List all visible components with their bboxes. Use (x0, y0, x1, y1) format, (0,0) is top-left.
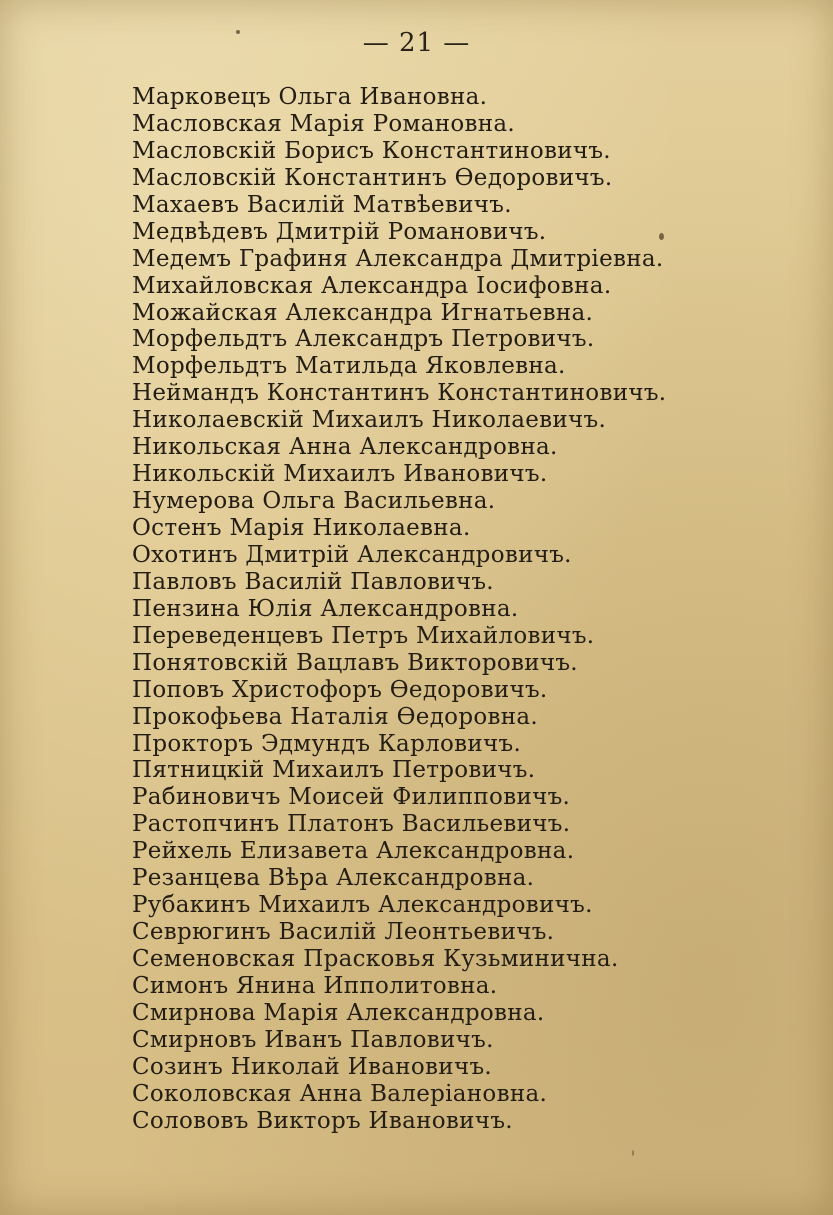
list-item: Морфельдтъ Александръ Петровичъ. (132, 326, 595, 353)
list-item: Пензина Юлія Александровна. (132, 595, 519, 622)
ink-speck (659, 233, 664, 240)
list-item: Переведенцевъ Петръ Михайловичъ. (132, 622, 595, 649)
list-item: Солововъ Викторъ Ивановичъ. (132, 1107, 513, 1134)
list-item: Прокофьева Наталія Өедоровна. (132, 703, 538, 730)
list-item: Растопчинъ Платонъ Васильевичъ. (132, 811, 571, 838)
list-item: Масловскій Константинъ Өедоровичъ. (132, 164, 613, 191)
list-item: Остенъ Марія Николаевна. (132, 515, 471, 541)
list-item: Смирновъ Иванъ Павловичъ. (132, 1026, 494, 1053)
page-number: — 21 — (362, 28, 471, 58)
list-item: Можайская Александра Игнатьевна. (132, 299, 594, 326)
list-item: Никольская Анна Александровна. (132, 434, 558, 461)
ink-speck (632, 1150, 634, 1156)
list-item: Семеновская Прасковья Кузьминична. (132, 946, 619, 972)
list-item: Созинъ Николай Ивановичъ. (132, 1053, 492, 1080)
list-item: Понятовскій Вацлавъ Викторовичъ. (132, 649, 578, 676)
list-item: Павловъ Василій Павловичъ. (132, 568, 494, 595)
list-item: Рейхель Елизавета Александровна. (132, 838, 575, 865)
list-item: Неймандъ Константинъ Константиновичъ. (132, 380, 667, 407)
list-item: Медвѣдевъ Дмитрій Романовичъ. (132, 218, 547, 245)
list-item: Соколовская Анна Валеріановна. (132, 1080, 548, 1107)
list-item: Михайловская Александра Іосифовна. (132, 272, 612, 299)
list-item: Рубакинъ Михаилъ Александровичъ. (132, 892, 593, 919)
list-item: Смирнова Марія Александровна. (132, 999, 545, 1026)
list-item: Никольскій Михаилъ Ивановичъ. (132, 461, 548, 488)
list-item: Симонъ Янина Ипполитовна. (132, 972, 498, 999)
list-item: Рабиновичъ Моисей Филипповичъ. (132, 784, 571, 811)
list-item: Морфельдтъ Матильда Яковлевна. (132, 353, 566, 380)
list-item: Масловскій Борисъ Константиновичъ. (132, 137, 611, 164)
list-item: Николаевскій Михаилъ Николаевичъ. (132, 407, 607, 434)
list-item: Нумерова Ольга Васильевна. (132, 488, 496, 515)
ink-speck (236, 30, 240, 34)
list-item: Масловская Марія Романовна. (132, 110, 516, 137)
list-item: Севрюгинъ Василій Леонтьевичъ. (132, 919, 555, 946)
list-item: Махаевъ Василій Матвѣевичъ. (132, 191, 512, 218)
list-item: Медемъ Графиня Александра Дмитріевна. (132, 245, 664, 272)
name-list (132, 84, 666, 1135)
list-item: Резанцева Вѣра Александровна. (132, 865, 535, 892)
list-item: Марковецъ Ольга Ивановна. (132, 84, 488, 110)
list-item: Охотинъ Дмитрій Александровичъ. (132, 541, 572, 568)
list-item: Поповъ Христофоръ Өедоровичъ. (132, 676, 548, 703)
list-item: Прокторъ Эдмундъ Карловичъ. (132, 730, 522, 757)
list-item: Пятницкій Михаилъ Петровичъ. (132, 757, 536, 784)
